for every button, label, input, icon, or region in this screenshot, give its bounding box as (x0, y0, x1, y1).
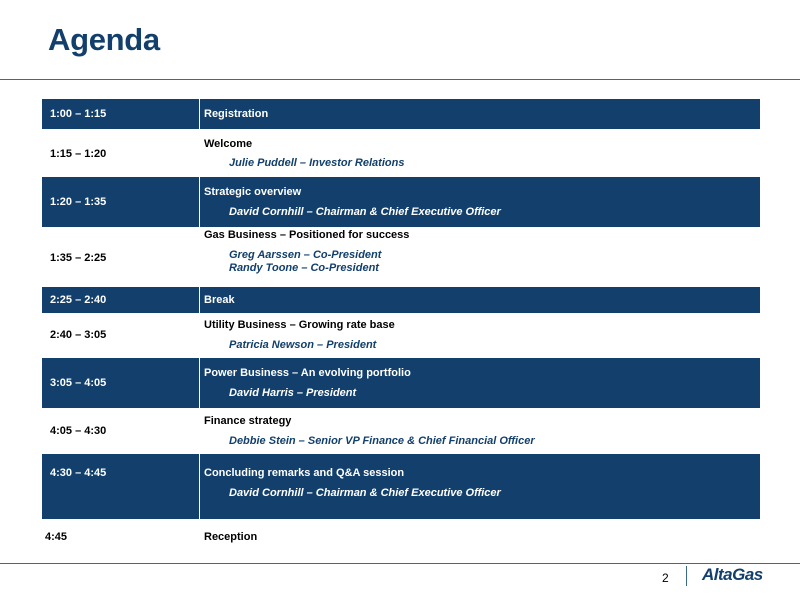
agenda-time: 3:05 – 4:05 (50, 377, 107, 389)
agenda-topic: Concluding remarks and Q&A session (204, 467, 405, 479)
agenda-time: 4:30 – 4:45 (50, 467, 107, 479)
agenda-topic: Strategic overview (204, 186, 302, 198)
page-number: 2 (662, 571, 669, 585)
column-separator (199, 99, 200, 129)
agenda-row-registration (42, 99, 760, 129)
column-separator (199, 454, 200, 519)
agenda-time: 1:15 – 1:20 (50, 148, 107, 160)
agenda-row-break (42, 287, 760, 313)
column-separator (199, 358, 200, 408)
agenda-speaker: Randy Toone – Co-President (229, 262, 379, 274)
agenda-row-strategic-overview (42, 177, 760, 227)
agenda-speaker: Debbie Stein – Senior VP Finance & Chief Financial Officer (229, 435, 535, 447)
page-title: Agenda (48, 22, 160, 57)
agenda-row-power-business (42, 358, 760, 408)
agenda-time: 1:20 – 1:35 (50, 196, 107, 208)
title-divider (0, 79, 800, 80)
agenda-speaker: Julie Puddell – Investor Relations (229, 157, 405, 169)
agenda-topic: Welcome (204, 138, 253, 150)
agenda-topic: Finance strategy (204, 415, 292, 427)
agenda-topic: Gas Business – Positioned for success (204, 229, 410, 241)
agenda-row-concluding-remarks (42, 454, 760, 519)
column-separator (199, 177, 200, 227)
agenda-speaker: Greg Aarssen – Co-President (229, 249, 382, 261)
agenda-speaker: Patricia Newson – President (229, 339, 377, 351)
agenda-time: 2:25 – 2:40 (50, 294, 107, 306)
footer-divider (0, 563, 800, 564)
agenda-speaker: David Cornhill – Chairman & Chief Executive Officer (229, 487, 501, 499)
agenda-topic: Break (204, 294, 235, 306)
reception-time: 4:45 (45, 531, 68, 543)
reception-label: Reception (204, 531, 258, 543)
agenda-speaker: David Harris – President (229, 387, 357, 399)
agenda-time: 1:00 – 1:15 (50, 108, 107, 120)
agenda-topic: Registration (204, 108, 269, 120)
agenda-row-welcome (42, 129, 760, 177)
agenda-time: 1:35 – 2:25 (50, 252, 107, 264)
footer-separator (686, 566, 687, 586)
agenda-topic: Power Business – An evolving portfolio (204, 367, 411, 379)
agenda-row-finance-strategy (42, 408, 760, 454)
agenda-time: 4:05 – 4:30 (50, 425, 107, 437)
agenda-row-utility-business (42, 313, 760, 358)
agenda-time: 2:40 – 3:05 (50, 329, 107, 341)
agenda-row-gas-business (42, 227, 760, 287)
column-separator (199, 287, 200, 313)
agenda-speaker: David Cornhill – Chairman & Chief Executive Officer (229, 206, 501, 218)
company-logo: AltaGas (702, 565, 763, 584)
agenda-topic: Utility Business – Growing rate base (204, 319, 395, 331)
